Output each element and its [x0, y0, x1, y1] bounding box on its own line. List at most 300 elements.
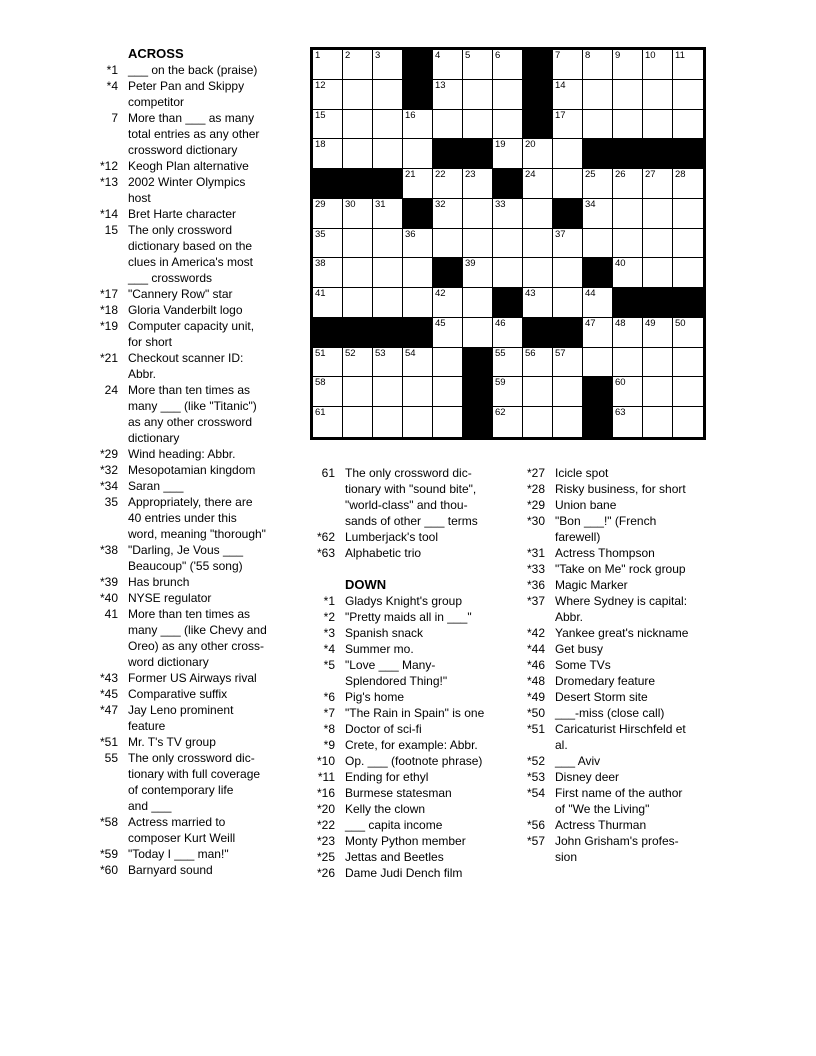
grid-cell — [493, 377, 523, 407]
clue-text: ___ Aviv — [555, 754, 601, 768]
clue — [80, 494, 316, 542]
clue-text: Desert Storm site — [555, 690, 648, 704]
grid-cell — [583, 229, 613, 259]
cell-number: 47 — [585, 317, 596, 329]
grid-cell — [493, 110, 523, 140]
clue — [300, 625, 530, 641]
grid-cell — [313, 288, 343, 318]
black-cell — [343, 169, 373, 199]
grid-cell — [343, 50, 373, 80]
grid-cell — [553, 288, 583, 318]
clue-text: Burmese statesman — [345, 786, 452, 800]
clue-number: *62 — [316, 530, 335, 544]
cell-number: 61 — [315, 407, 326, 419]
clue-number: *21 — [99, 351, 118, 365]
cell-number: 37 — [555, 228, 566, 240]
grid-cell — [643, 229, 673, 259]
clue — [80, 590, 316, 606]
clue-text: Gloria Vanderbilt logo — [128, 303, 243, 317]
clue-text: More than ten times as many ___ (like "Titanic") as any other crossword dictionary — [128, 383, 257, 445]
clue-text: The only crossword dictionary based on the clues in America's most ___ crosswords — [128, 223, 253, 285]
grid-cell — [313, 407, 343, 437]
clue — [300, 641, 530, 657]
grid-cell — [313, 139, 343, 169]
clue-text: Barnyard sound — [128, 863, 213, 877]
clue-number: *45 — [99, 687, 118, 701]
clue-number: *53 — [526, 770, 545, 784]
clue-number: *14 — [99, 207, 118, 221]
down-clues-continued-column — [518, 465, 756, 865]
grid-cell — [493, 80, 523, 110]
grid-cell — [583, 288, 613, 318]
grid-cell — [343, 199, 373, 229]
clue-number: 15 — [104, 223, 118, 237]
clue-text: Bret Harte character — [128, 207, 237, 221]
cell-number: 51 — [315, 347, 326, 359]
clue-number: *25 — [316, 850, 335, 864]
cell-number: 30 — [345, 198, 356, 210]
cell-number: 44 — [585, 288, 596, 300]
clue-number: *23 — [316, 834, 335, 848]
cell-number: 5 — [465, 50, 471, 61]
clue-number: *29 — [99, 447, 118, 461]
black-cell — [403, 80, 433, 110]
grid-cell — [613, 348, 643, 378]
clue-number: *30 — [526, 514, 545, 528]
grid-cell — [463, 229, 493, 259]
cell-number: 59 — [495, 377, 506, 389]
cell-number: 26 — [615, 169, 626, 181]
clue-number: *52 — [526, 754, 545, 768]
grid-cell — [313, 50, 343, 80]
clue — [518, 785, 756, 817]
black-cell — [523, 318, 553, 348]
grid-cell — [643, 407, 673, 437]
clue-number: *48 — [526, 674, 545, 688]
grid-cell — [553, 139, 583, 169]
clue — [80, 862, 316, 878]
clue-number: 61 — [321, 466, 335, 480]
clue — [300, 785, 530, 801]
grid-cell — [643, 377, 673, 407]
grid-cell — [343, 258, 373, 288]
cell-number: 2 — [345, 50, 351, 61]
grid-cell — [403, 169, 433, 199]
clue-number: *54 — [526, 786, 545, 800]
cell-number: 63 — [615, 407, 626, 419]
grid-cell — [613, 258, 643, 288]
grid-cell — [493, 407, 523, 437]
clue-number: *51 — [99, 735, 118, 749]
clue — [300, 609, 530, 625]
grid-cell — [463, 50, 493, 80]
grid-cell — [373, 80, 403, 110]
clue — [518, 593, 756, 625]
grid-cell — [673, 318, 703, 348]
clue-number: 7 — [111, 111, 118, 125]
clue-text: Mr. T's TV group — [128, 735, 216, 749]
cell-number: 1 — [315, 50, 321, 61]
grid-cell — [553, 377, 583, 407]
clue-number: 35 — [104, 495, 118, 509]
black-cell — [313, 318, 343, 348]
grid-cell — [523, 199, 553, 229]
grid-cell — [433, 50, 463, 80]
clue — [300, 849, 530, 865]
clue — [80, 606, 316, 670]
clue — [518, 721, 756, 753]
cell-number: 21 — [405, 169, 416, 181]
black-cell — [613, 288, 643, 318]
across-clues-continued-list — [300, 465, 530, 561]
clue — [300, 689, 530, 705]
clue-text: Op. ___ (footnote phrase) — [345, 754, 483, 768]
black-cell — [523, 50, 553, 80]
clue-number: *29 — [526, 498, 545, 512]
cell-number: 55 — [495, 347, 506, 359]
grid-cell — [583, 199, 613, 229]
clue — [80, 446, 316, 462]
clue — [518, 753, 756, 769]
clue-text: Crete, for example: Abbr. — [345, 738, 478, 752]
clue — [300, 465, 530, 529]
clue-text: John Grisham's profes- sion — [555, 834, 679, 864]
black-cell — [583, 258, 613, 288]
cell-number: 12 — [315, 79, 326, 91]
grid-cell — [493, 318, 523, 348]
clue-number: *1 — [323, 594, 335, 608]
cell-number: 29 — [315, 198, 326, 210]
grid-cell — [313, 110, 343, 140]
black-cell — [493, 169, 523, 199]
clue-text: Gladys Knight's group — [345, 594, 463, 608]
black-cell — [583, 407, 613, 437]
cell-number: 45 — [435, 317, 446, 329]
clue-number: *6 — [323, 690, 335, 704]
grid-cell — [673, 377, 703, 407]
clue — [80, 222, 316, 286]
grid-cell — [343, 139, 373, 169]
black-cell — [373, 318, 403, 348]
clue-number: *50 — [526, 706, 545, 720]
cell-number: 34 — [585, 198, 596, 210]
grid-cell — [493, 348, 523, 378]
grid-cell — [403, 110, 433, 140]
grid-cell — [553, 169, 583, 199]
clue-text: Has brunch — [128, 575, 190, 589]
clue-text: "Take on Me" rock group — [555, 562, 686, 576]
clue-number: *58 — [99, 815, 118, 829]
clue-text: NYSE regulator — [128, 591, 212, 605]
clue — [80, 574, 316, 590]
black-cell — [463, 348, 493, 378]
clue-number: 41 — [104, 607, 118, 621]
cell-number: 19 — [495, 139, 506, 151]
cell-number: 40 — [615, 258, 626, 270]
grid-cell — [553, 229, 583, 259]
cell-number: 25 — [585, 169, 596, 181]
black-cell — [463, 377, 493, 407]
clue-text: Get busy — [555, 642, 604, 656]
cell-number: 15 — [315, 109, 326, 121]
clue-number: *4 — [106, 79, 118, 93]
clue-number: *46 — [526, 658, 545, 672]
clue — [518, 689, 756, 705]
cell-number: 53 — [375, 347, 386, 359]
clue — [518, 481, 756, 497]
clue — [300, 753, 530, 769]
grid-cell — [493, 258, 523, 288]
clue-text: "Love ___ Many- Splendored Thing!" — [345, 658, 448, 688]
black-cell — [673, 288, 703, 318]
clue-number: *59 — [99, 847, 118, 861]
clue-text: Monty Python member — [345, 834, 466, 848]
clue-text: Dromedary feature — [555, 674, 656, 688]
cell-number: 32 — [435, 198, 446, 210]
clue — [300, 737, 530, 753]
clue-text: Kelly the clown — [345, 802, 426, 816]
grid-cell — [523, 169, 553, 199]
clue — [300, 705, 530, 721]
clue-text: Saran ___ — [128, 479, 184, 493]
clue — [300, 545, 530, 561]
clue-number: *12 — [99, 159, 118, 173]
clue — [300, 833, 530, 849]
cell-number: 18 — [315, 139, 326, 151]
grid-cell — [433, 169, 463, 199]
clue-text: Keogh Plan alternative — [128, 159, 249, 173]
grid-cell — [373, 50, 403, 80]
clue-text: Summer mo. — [345, 642, 414, 656]
clue-number: *57 — [526, 834, 545, 848]
cell-number: 14 — [555, 79, 566, 91]
clue — [518, 641, 756, 657]
grid-cell — [613, 169, 643, 199]
clue-number: *63 — [316, 546, 335, 560]
black-cell — [343, 318, 373, 348]
cell-number: 42 — [435, 288, 446, 300]
grid-cell — [583, 348, 613, 378]
clue — [80, 286, 316, 302]
clue-text: Icicle spot — [555, 466, 609, 480]
clue-text: Checkout scanner ID: Abbr. — [128, 351, 244, 381]
clue — [518, 561, 756, 577]
clue-number: *32 — [99, 463, 118, 477]
grid-cell — [583, 318, 613, 348]
cell-number: 35 — [315, 228, 326, 240]
grid-cell — [643, 50, 673, 80]
cell-number: 9 — [615, 50, 621, 61]
clue-number: *9 — [323, 738, 335, 752]
clue — [80, 814, 316, 846]
clue-number: *51 — [526, 722, 545, 736]
cell-number: 54 — [405, 347, 416, 359]
cell-number: 62 — [495, 407, 506, 419]
clue-text: Doctor of sci-fi — [345, 722, 422, 736]
clue-text: Former US Airways rival — [128, 671, 257, 685]
clue — [80, 478, 316, 494]
clue-text: Peter Pan and Skippy competitor — [128, 79, 245, 109]
clue — [80, 110, 316, 158]
clue-number: *4 — [323, 642, 335, 656]
grid-cell — [493, 50, 523, 80]
clue-text: ___-miss (close call) — [555, 706, 665, 720]
clue-text: "Pretty maids all in ___" — [345, 610, 472, 624]
grid-cell — [343, 407, 373, 437]
clue-number: *7 — [323, 706, 335, 720]
clue — [300, 769, 530, 785]
black-cell — [523, 110, 553, 140]
black-cell — [313, 169, 343, 199]
clue — [300, 529, 530, 545]
grid-cell — [523, 407, 553, 437]
clue-text: Spanish snack — [345, 626, 424, 640]
cell-number: 7 — [555, 50, 561, 61]
clue — [80, 350, 316, 382]
black-cell — [403, 50, 433, 80]
grid-cell — [343, 229, 373, 259]
grid-cell — [373, 258, 403, 288]
grid-cell — [673, 229, 703, 259]
clue — [300, 817, 530, 833]
grid-cell — [373, 139, 403, 169]
clue-text: Actress Thompson — [555, 546, 655, 560]
grid-cell — [433, 288, 463, 318]
grid-cell — [313, 229, 343, 259]
cell-number: 31 — [375, 198, 386, 210]
clue-number: *18 — [99, 303, 118, 317]
clue — [300, 657, 530, 689]
across-clues-column — [80, 46, 316, 878]
grid-cell — [643, 348, 673, 378]
clue-text: "Bon ___!" (French farewell) — [555, 514, 657, 544]
grid-cell — [673, 50, 703, 80]
black-cell — [673, 139, 703, 169]
clue-text: First name of the author of "We the Living" — [555, 786, 683, 816]
grid-cell — [523, 348, 553, 378]
grid-cell — [343, 377, 373, 407]
grid-cell — [523, 288, 553, 318]
grid-cell — [673, 258, 703, 288]
clue-number: *40 — [99, 591, 118, 605]
clue — [80, 542, 316, 574]
cell-number: 28 — [675, 169, 686, 181]
grid-cell — [613, 199, 643, 229]
grid-cell — [463, 199, 493, 229]
clue-text: More than ten times as many ___ (like Chevy and Oreo) as any other cross- word dictionary — [128, 607, 267, 669]
clue-text: ___ on the back (praise) — [128, 63, 258, 77]
grid-cell — [523, 229, 553, 259]
grid-cell — [343, 80, 373, 110]
grid-cell — [553, 258, 583, 288]
black-cell — [643, 288, 673, 318]
clue-text: The only crossword dic- tionary with full coverage of contemporary life and ___ — [128, 751, 261, 813]
clue-text: "The Rain in Spain" is one — [345, 706, 485, 720]
grid-cell — [613, 377, 643, 407]
across-clues-list — [80, 62, 316, 878]
grid-cell — [313, 258, 343, 288]
clue-number: *27 — [526, 466, 545, 480]
clue-number: *28 — [526, 482, 545, 496]
black-cell — [523, 80, 553, 110]
black-cell — [553, 318, 583, 348]
cell-number: 10 — [645, 50, 656, 61]
grid-cell — [523, 258, 553, 288]
grid-cell — [673, 80, 703, 110]
clue — [80, 158, 316, 174]
cell-number: 36 — [405, 228, 416, 240]
crossword-grid — [310, 47, 706, 440]
clue — [518, 705, 756, 721]
grid-cell — [463, 110, 493, 140]
clue — [80, 174, 316, 206]
grid-cell — [403, 258, 433, 288]
grid-cell — [343, 288, 373, 318]
clue-number: *33 — [526, 562, 545, 576]
clue-number: *10 — [316, 754, 335, 768]
across-header: ACROSS — [128, 46, 184, 61]
cell-number: 52 — [345, 347, 356, 359]
cell-number: 17 — [555, 109, 566, 121]
grid-cell — [313, 80, 343, 110]
black-cell — [403, 199, 433, 229]
clue-number: *43 — [99, 671, 118, 685]
clue-number: *16 — [316, 786, 335, 800]
clue — [80, 750, 316, 814]
clue-number: *13 — [99, 175, 118, 189]
cell-number: 48 — [615, 317, 626, 329]
clue — [80, 670, 316, 686]
clue — [518, 657, 756, 673]
grid-cell — [433, 318, 463, 348]
cell-number: 11 — [675, 50, 685, 61]
clue-number: *2 — [323, 610, 335, 624]
grid-cell — [463, 258, 493, 288]
grid-cell — [433, 80, 463, 110]
down-header: DOWN — [345, 577, 387, 592]
grid-cell — [403, 229, 433, 259]
grid-cell — [553, 80, 583, 110]
grid-cell — [643, 199, 673, 229]
clue-number: *19 — [99, 319, 118, 333]
cell-number: 41 — [315, 288, 326, 300]
grid-cell — [583, 169, 613, 199]
black-cell — [583, 139, 613, 169]
clue — [80, 78, 316, 110]
clue — [518, 833, 756, 865]
cell-number: 16 — [405, 109, 416, 121]
clue-text: Ending for ethyl — [345, 770, 429, 784]
grid-cell — [553, 50, 583, 80]
clue-text: "Today I ___ man!" — [128, 847, 229, 861]
cell-number: 43 — [525, 288, 536, 300]
black-cell — [553, 199, 583, 229]
clue-text: Risky business, for short — [555, 482, 686, 496]
grid-cell — [553, 348, 583, 378]
clue — [80, 734, 316, 750]
cell-number: 20 — [525, 139, 536, 151]
grid-cell — [613, 50, 643, 80]
cell-number: 6 — [495, 50, 501, 61]
cell-number: 23 — [465, 169, 476, 181]
clue-text: Computer capacity unit, for short — [128, 319, 255, 349]
clue-number: 55 — [104, 751, 118, 765]
clue — [80, 62, 316, 78]
clue-text: Union bane — [555, 498, 617, 512]
cell-number: 50 — [675, 317, 686, 329]
black-cell — [493, 288, 523, 318]
down-clues-continued-list — [518, 465, 756, 865]
